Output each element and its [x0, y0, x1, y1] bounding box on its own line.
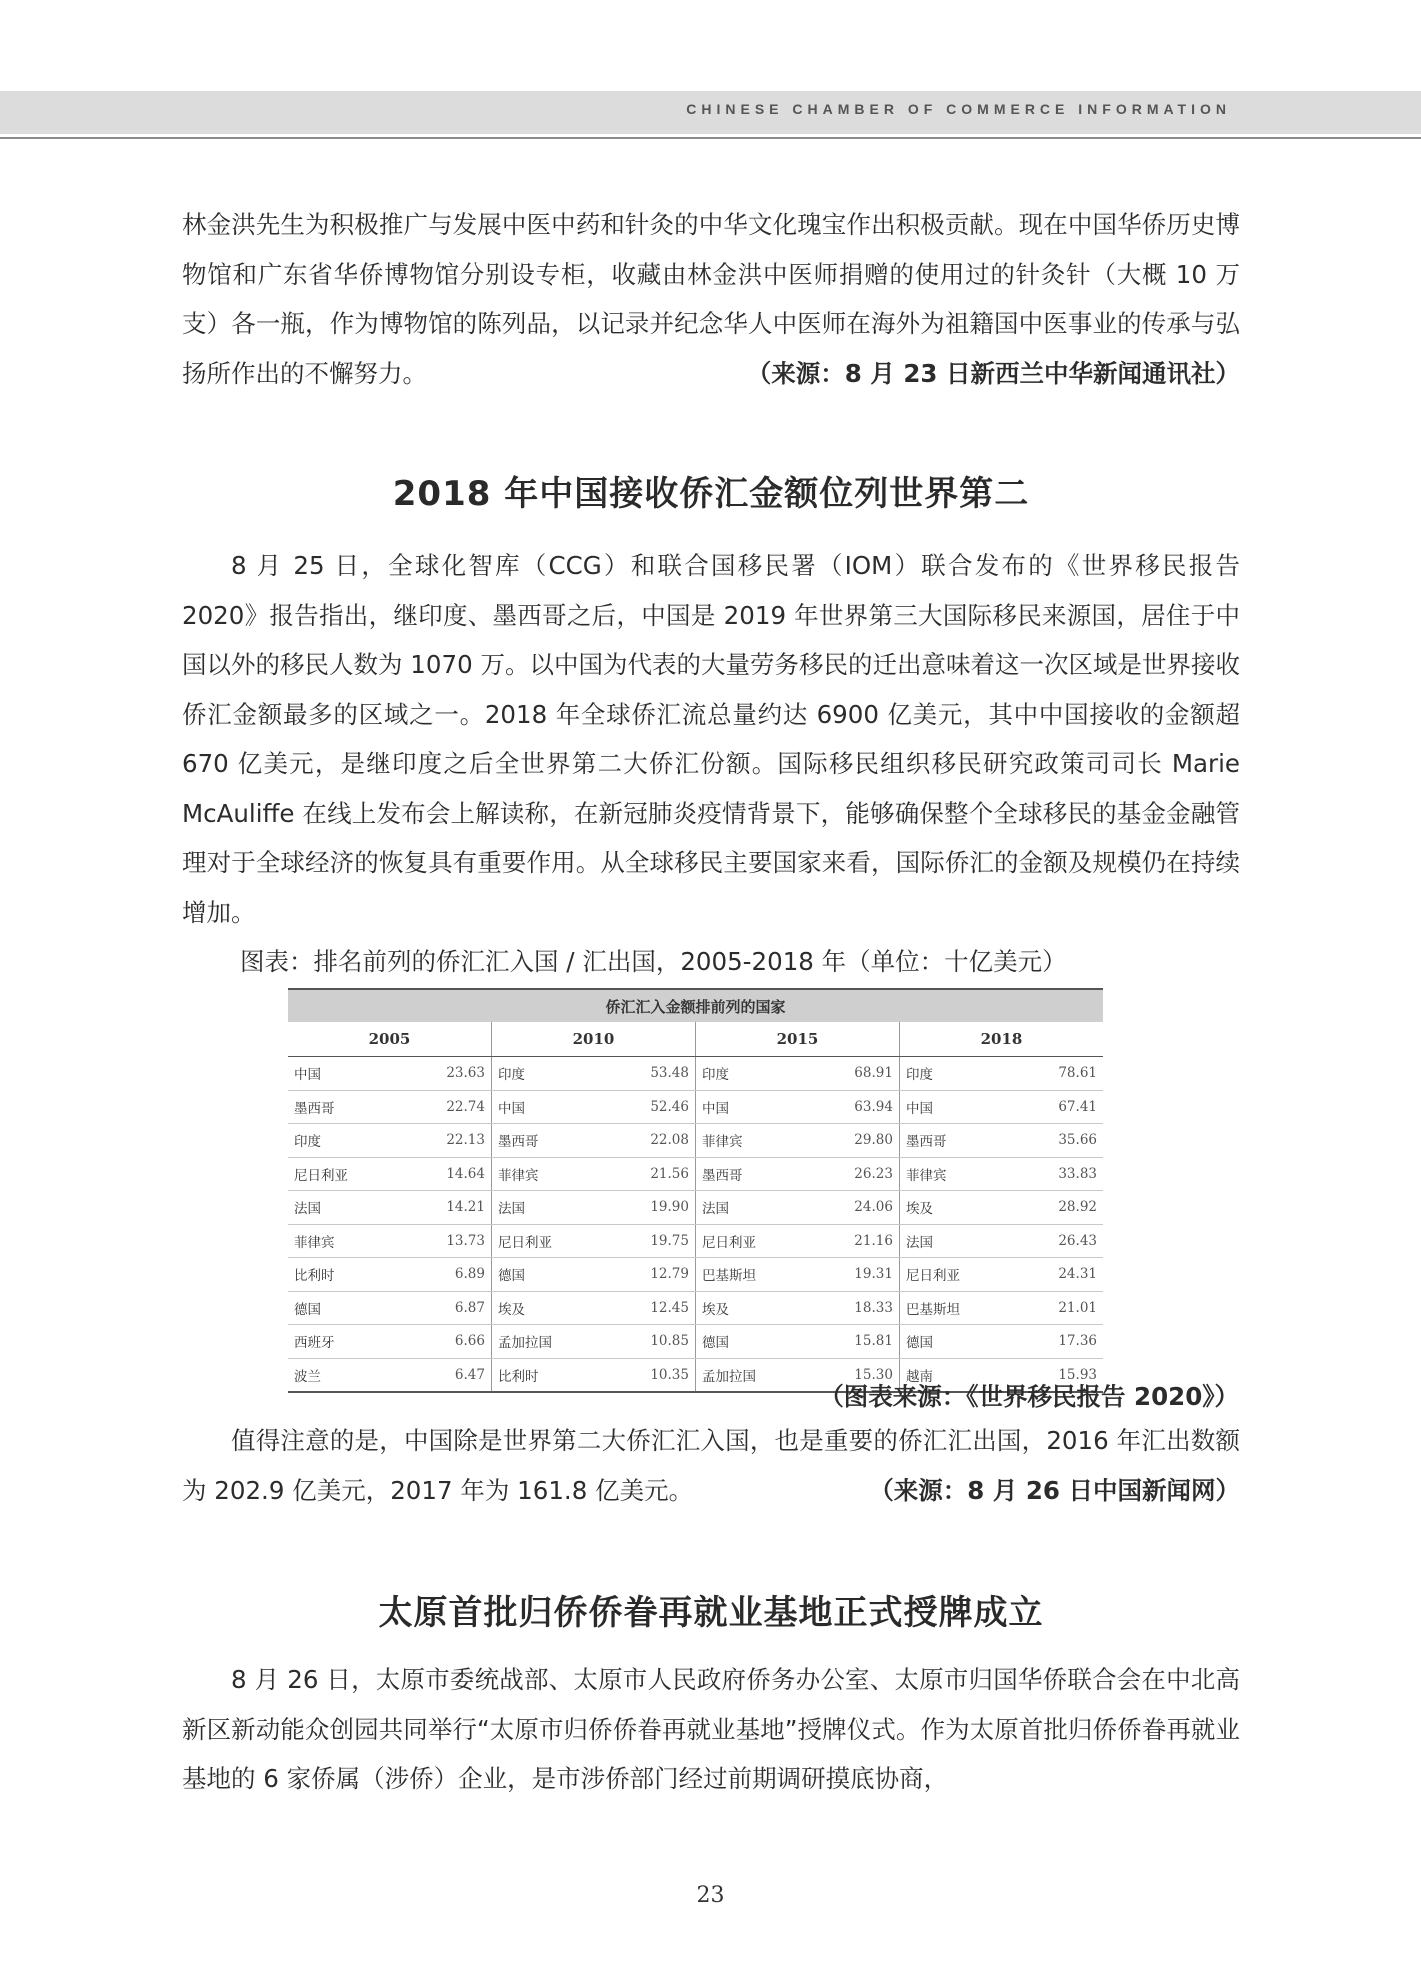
country-cell: 墨西哥: [695, 1157, 817, 1191]
chart-source: （图表来源：《世界移民报告 2020》）: [819, 1382, 1239, 1411]
article1-body: [182, 541, 1240, 937]
year-header-2010: 2010: [491, 1022, 695, 1057]
value-cell: 63.94: [817, 1090, 899, 1124]
table-header-row: [288, 1022, 1103, 1057]
value-cell: 6.66: [409, 1325, 491, 1359]
page-number: 23: [696, 1883, 725, 1908]
country-cell: 法国: [899, 1224, 1021, 1258]
article2-body: [182, 1655, 1240, 1804]
country-cell: 菲律宾: [288, 1224, 409, 1258]
value-cell: 15.30: [817, 1358, 899, 1392]
value-cell: 78.61: [1021, 1057, 1103, 1091]
header-title: CHINESE CHAMBER OF COMMERCE INFORMATION: [686, 101, 1231, 117]
year-header-2018: 2018: [899, 1022, 1103, 1057]
year-header-2015: 2015: [695, 1022, 899, 1057]
country-cell: 孟加拉国: [695, 1358, 817, 1392]
country-cell: 波兰: [288, 1358, 409, 1392]
table-title: 侨汇汇入金额排前列的国家: [288, 989, 1103, 1022]
country-cell: 德国: [899, 1325, 1021, 1359]
intro-paragraph: [182, 200, 1240, 398]
country-cell: 埃及: [491, 1291, 613, 1325]
value-cell: 15.93: [1021, 1358, 1103, 1392]
table-body: [288, 1057, 1103, 1393]
country-cell: 中国: [695, 1090, 817, 1124]
country-cell: 越南: [899, 1358, 1021, 1392]
country-cell: 墨西哥: [288, 1090, 409, 1124]
country-cell: 埃及: [695, 1291, 817, 1325]
value-cell: 22.74: [409, 1090, 491, 1124]
value-cell: 6.47: [409, 1358, 491, 1392]
table-row: [288, 1291, 1103, 1325]
value-cell: 22.08: [613, 1124, 695, 1158]
country-cell: 印度: [695, 1057, 817, 1091]
country-cell: 尼日利亚: [288, 1157, 409, 1191]
value-cell: 53.48: [613, 1057, 695, 1091]
table-row: [288, 1124, 1103, 1158]
country-cell: 菲律宾: [695, 1124, 817, 1158]
value-cell: 21.01: [1021, 1291, 1103, 1325]
value-cell: 12.45: [613, 1291, 695, 1325]
article1-source: （来源：8 月 26 日中国新闻网）: [869, 1475, 1240, 1505]
country-cell: 德国: [695, 1325, 817, 1359]
year-header-2005: 2005: [288, 1022, 491, 1057]
value-cell: 29.80: [817, 1124, 899, 1158]
value-cell: 17.36: [1021, 1325, 1103, 1359]
country-cell: 法国: [491, 1191, 613, 1225]
article1-paragraph-2-text: 值得注意的是，中国除是世界第二大侨汇汇入国，也是重要的侨汇汇出国，2016 年汇出数额为 202.9 亿美元，2017 年为 161.8 亿美元。: [182, 1426, 1240, 1505]
value-cell: 10.85: [613, 1325, 695, 1359]
value-cell: 21.56: [613, 1157, 695, 1191]
country-cell: 尼日利亚: [695, 1224, 817, 1258]
value-cell: 6.89: [409, 1258, 491, 1292]
country-cell: 尼日利亚: [491, 1224, 613, 1258]
value-cell: 10.35: [613, 1358, 695, 1392]
intro-paragraph-block: [182, 200, 1240, 398]
country-cell: 中国: [899, 1090, 1021, 1124]
value-cell: 26.23: [817, 1157, 899, 1191]
country-cell: 巴基斯坦: [899, 1291, 1021, 1325]
remittance-table: [288, 988, 1103, 1393]
value-cell: 14.64: [409, 1157, 491, 1191]
value-cell: 24.06: [817, 1191, 899, 1225]
table-row: [288, 1057, 1103, 1091]
table-row: [288, 1258, 1103, 1292]
value-cell: 28.92: [1021, 1191, 1103, 1225]
country-cell: 中国: [491, 1090, 613, 1124]
value-cell: 19.75: [613, 1224, 695, 1258]
country-cell: 德国: [288, 1291, 409, 1325]
value-cell: 12.79: [613, 1258, 695, 1292]
article2-title: 太原首批归侨侨眷再就业基地正式授牌成立: [378, 1593, 1044, 1633]
value-cell: 21.16: [817, 1224, 899, 1258]
value-cell: 13.73: [409, 1224, 491, 1258]
value-cell: 23.63: [409, 1057, 491, 1091]
header-divider: [0, 137, 1421, 139]
country-cell: 印度: [899, 1057, 1021, 1091]
article1-paragraph-2: [182, 1416, 1240, 1515]
intro-source: （来源：8 月 23 日新西兰中华新闻通讯社）: [746, 358, 1240, 388]
country-cell: 菲律宾: [899, 1157, 1021, 1191]
table-row: [288, 1325, 1103, 1359]
value-cell: 24.31: [1021, 1258, 1103, 1292]
table-row: [288, 1157, 1103, 1191]
value-cell: 52.46: [613, 1090, 695, 1124]
value-cell: 26.43: [1021, 1224, 1103, 1258]
country-cell: 中国: [288, 1057, 409, 1091]
intro-paragraph-text: 林金洪先生为积极推广与发展中医中药和针灸的中华文化瑰宝作出积极贡献。现在中国华侨历史博物馆和广东省华侨博物馆分别设专柜，收藏由林金洪中医师捐赠的使用过的针灸针（大概 10 万支）各一瓶，作为博物馆的陈列品，以记录并纪念华人中医师在海外为祖籍国中医事业的传承与弘扬所作出的不懈努力。: [182, 210, 1240, 388]
country-cell: 比利时: [491, 1358, 613, 1392]
country-cell: 法国: [288, 1191, 409, 1225]
country-cell: 尼日利亚: [899, 1258, 1021, 1292]
country-cell: 印度: [491, 1057, 613, 1091]
article1-title: 2018 年中国接收侨汇金额位列世界第二: [392, 474, 1030, 514]
country-cell: 德国: [491, 1258, 613, 1292]
chart-caption: 图表：排名前列的侨汇汇入国 / 汇出国，2005-2018 年（单位：十亿美元）: [240, 947, 1067, 976]
country-cell: 比利时: [288, 1258, 409, 1292]
value-cell: 18.33: [817, 1291, 899, 1325]
value-cell: 22.13: [409, 1124, 491, 1158]
value-cell: 6.87: [409, 1291, 491, 1325]
value-cell: 68.91: [817, 1057, 899, 1091]
value-cell: 19.90: [613, 1191, 695, 1225]
value-cell: 67.41: [1021, 1090, 1103, 1124]
country-cell: 孟加拉国: [491, 1325, 613, 1359]
table-row: [288, 1090, 1103, 1124]
country-cell: 巴基斯坦: [695, 1258, 817, 1292]
value-cell: 19.31: [817, 1258, 899, 1292]
country-cell: 印度: [288, 1124, 409, 1158]
country-cell: 墨西哥: [491, 1124, 613, 1158]
country-cell: 埃及: [899, 1191, 1021, 1225]
country-cell: 菲律宾: [491, 1157, 613, 1191]
value-cell: 15.81: [817, 1325, 899, 1359]
table-row: [288, 1224, 1103, 1258]
value-cell: 14.21: [409, 1191, 491, 1225]
table-row: [288, 1191, 1103, 1225]
country-cell: 法国: [695, 1191, 817, 1225]
country-cell: 墨西哥: [899, 1124, 1021, 1158]
value-cell: 33.83: [1021, 1157, 1103, 1191]
country-cell: 西班牙: [288, 1325, 409, 1359]
article2-paragraph: 8 月 26 日，太原市委统战部、太原市人民政府侨务办公室、太原市归国华侨联合会在中北高新区新动能众创园共同举行“太原市归侨侨眷再就业基地”授牌仪式。作为太原首批归侨侨眷再就业基地的 6 家侨属（涉侨）企业，是市涉侨部门经过前期调研摸底协商，: [182, 1665, 1240, 1793]
article1-followup: [182, 1416, 1240, 1515]
article1-paragraph: 8 月 25 日，全球化智库（CCG）和联合国移民署（IOM）联合发布的《世界移民报告 2020》报告指出，继印度、墨西哥之后，中国是 2019 年世界第三大国际移民来源国，居住于中国以外的移民人数为 1070 万。以中国为代表的大量劳务移民的迁出意味着这一次区域是世界接收侨汇金额最多的区域之一。2018 年全球侨汇流总量约达 6900 亿美元，其中中国接收的金额超 670 亿美元，是继印度之后全世界第二大侨汇份额。国际移民组织移民研究政策司司长 Marie McAuliffe 在线上发布会上解读称，在新冠肺炎疫情背景下，能够确保整个全球移民的基金金融管理对于全球经济的恢复具有重要作用。从全球移民主要国家来看，国际侨汇的金额及规模仍在持续增加。: [182, 551, 1240, 927]
value-cell: 35.66: [1021, 1124, 1103, 1158]
